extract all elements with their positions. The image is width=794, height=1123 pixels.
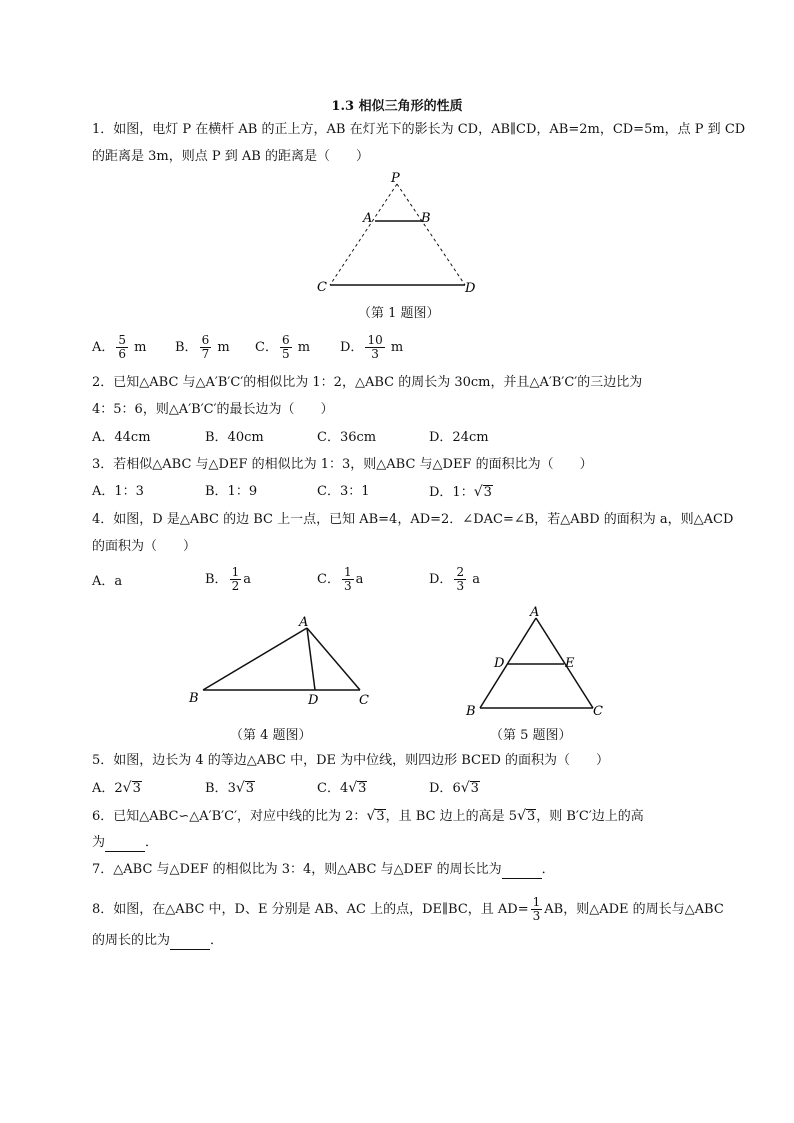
q5-option-a: A．2√3 xyxy=(92,780,141,796)
question-5-line-1: 5．如图，边长为 4 的等边△ABC 中，DE 为中位线，则四边形 BCED 的面积为（ ） xyxy=(92,753,610,768)
q1-option-d: D． $\frac{10}{3}$ m xyxy=(340,333,404,361)
figure-5-caption: （第 5 题图） xyxy=(490,728,572,743)
q3-option-a: A．1：3 xyxy=(92,484,144,499)
figure-4-diagram xyxy=(185,612,375,712)
fig5-label-c: C xyxy=(593,704,603,719)
fig1-label-d: D xyxy=(465,281,476,296)
q1-option-b: B． $\frac{6}{7}$ m xyxy=(175,333,230,361)
figure-4-caption: （第 4 题图） xyxy=(230,728,312,743)
question-7-line-1: 7．△ABC 与△DEF 的相似比为 3：4，则△ABC 与△DEF 的周长比为 ． xyxy=(92,862,555,877)
q2-option-a: A．44cm xyxy=(92,430,151,445)
question-1-line-2: 的距离是 3m，则点 P 到 AB 的距离是（ ） xyxy=(92,149,369,164)
question-4-line-1: 4．如图，D 是△ABC 的边 BC 上一点，已知 AB=4，AD=2．∠DAC=∠B，若△ABD 的面积为 a，则△ACD xyxy=(92,512,734,527)
fig1-label-p: P xyxy=(391,171,400,186)
answer-blank-8 xyxy=(170,937,210,950)
question-1-line-1: 1．如图，电灯 P 在横杆 AB 的正上方，AB 在灯光下的影长为 CD，AB∥CD，AB=2m，CD=5m，点 P 到 CD xyxy=(92,122,746,137)
fig4-label-a: A xyxy=(299,615,309,630)
figure-1-caption: （第 1 题图） xyxy=(358,306,440,321)
q4-option-c: C． $\frac{1}{3}$ a xyxy=(317,565,364,593)
figure-5-diagram xyxy=(462,604,607,719)
q5-option-c: C．4√3 xyxy=(317,780,367,796)
answer-blank-7 xyxy=(502,866,542,879)
q2-option-c: C．36cm xyxy=(317,430,377,445)
q1-option-a: A． $\frac{5}{6}$ m xyxy=(92,333,147,361)
question-3-line-1: 3．若相似△ABC 与△DEF 的相似比为 1：3，则△ABC 与△DEF 的面积比为（ ） xyxy=(92,457,593,472)
question-6-line-2: 为 ． xyxy=(92,835,159,850)
q1-option-c: C． $\frac{6}{5}$ m xyxy=(255,333,311,361)
question-2-line-2: 4：5：6，则△A′B′C′的最长边为（ ） xyxy=(92,402,334,417)
fig1-label-b: B xyxy=(421,211,431,226)
question-8-line-2: 的周长的比为 ． xyxy=(92,933,224,948)
fig5-label-b: B xyxy=(466,704,476,719)
answer-blank-6 xyxy=(105,839,145,852)
fig5-label-a: A xyxy=(530,605,540,620)
figure-1-diagram xyxy=(315,170,480,295)
page-title: 1.3 相似三角形的性质 xyxy=(331,99,463,114)
q4-option-a: A．a xyxy=(92,574,123,589)
q5-option-d: D．6√3 xyxy=(429,780,479,796)
q3-option-d: D．1：√3 xyxy=(429,484,492,500)
fig4-label-c: C xyxy=(359,693,369,708)
fig4-label-d: D xyxy=(308,693,319,708)
q2-option-b: B．40cm xyxy=(205,430,264,445)
q2-option-d: D．24cm xyxy=(429,430,489,445)
question-6-line-1: 6．已知△ABC∽△A′B′C′，对应中线的比为 2：√3，且 BC 边上的高是 5√3，则 B′C′边上的高 xyxy=(92,808,644,824)
fig4-label-b: B xyxy=(189,691,199,706)
q4-option-b: B． $\frac{1}{2}$ a xyxy=(205,565,251,593)
fig1-label-a: A xyxy=(363,211,373,226)
question-4-line-2: 的面积为（ ） xyxy=(92,539,197,554)
q4-option-d: D． $\frac{2}{3}$ a xyxy=(429,565,480,593)
q3-option-b: B．1：9 xyxy=(205,484,258,499)
fig1-label-c: C xyxy=(317,280,327,295)
q3-option-c: C．3：1 xyxy=(317,484,370,499)
question-8-line-1: 8．如图，在△ABC 中，D、E 分别是 AB、AC 上的点，DE∥BC，且 AD= $\frac{1}{3}$ AB，则△ADE 的周长与△ABC xyxy=(92,895,724,923)
q5-option-b: B．3√3 xyxy=(205,780,255,796)
question-2-line-1: 2．已知△ABC 与△A′B′C′的相似比为 1：2，△ABC 的周长为 30cm，并且△A′B′C′的三边比为 xyxy=(92,375,643,390)
fig5-label-e: E xyxy=(565,656,575,671)
fig5-label-d: D xyxy=(494,656,505,671)
